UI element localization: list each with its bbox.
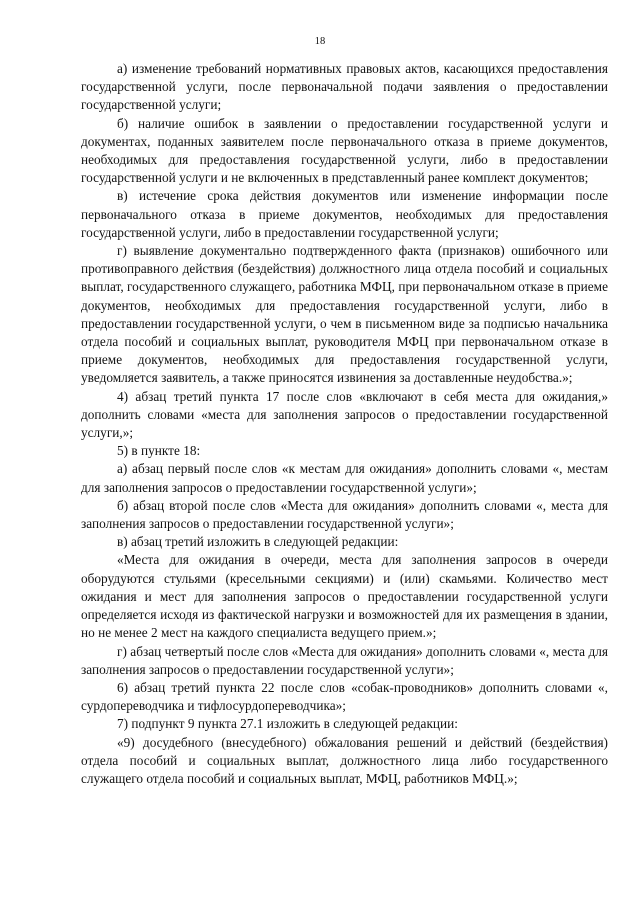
paragraph-item-5a: а) абзац первый после слов «к местам для ожидания» дополнить словами «, местам для заполнения запросов о предоставлении государственной услуги»;: [81, 461, 608, 495]
paragraph-item-v: в) истечение срока действия документов или изменение информации после первоначального отказа в приеме документов, необходимых для предоставления государственной услуги, либо в предоставлении государственной услуги;: [81, 188, 608, 240]
paragraph-item-5g: г) абзац четвертый после слов «Места для ожидания» дополнить словами «, места для заполнения запросов о предоставлении государственной услуги»;: [81, 643, 608, 677]
paragraph-item-6: 6) абзац третий пункта 22 после слов «собак-проводников» дополнить словами «, сурдопереводчика и тифлосурдопереводчика»;: [81, 679, 608, 714]
paragraph-item-5b: б) абзац второй после слов «Места для ожидания» дополнить словами «, места для заполнения запросов о предоставлении государственной услуги»;: [81, 497, 608, 532]
page-number: 18: [314, 36, 326, 47]
paragraph-item-7: 7) подпункт 9 пункта 27.1 изложить в следующей редакции:: [117, 716, 458, 732]
paragraph-item-g: г) выявление документально подтвержденного факта (признаков) ошибочного или противоправного действия (бездействия) должностного лица отдела пособий и социальных выплат, государственного служащего, работника МФЦ, при первоначальном отказе в приеме документов, необходимых для предоставления государственной услуги, либо в предоставлении государственной услуги, о чем в письменном виде за подписью начальника отдела пособий и социальных выплат, руководителя МФЦ при первоначальном отказе в приеме документов, необходимых для предоставления государственной услуги, уведомляется заявитель, а также приносятся извинения за доставленные неудобства.»;: [81, 243, 608, 386]
paragraph-item-7-text: «9) досудебного (внесудебного) обжалования решений и действий (бездействия) отдела пособий и социальных выплат, должностного лица либо государственного служащего отдела пособий и социальных выплат, МФЦ, работников МФЦ.»;: [81, 734, 608, 786]
paragraph-item-a: а) изменение требований нормативных правовых актов, касающихся предоставления государственной услуги, после первоначальной подачи заявления о предоставлении государственной услуги;: [81, 61, 608, 113]
paragraph-item-4: 4) абзац третий пункта 17 после слов «включают в себя места для ожидания,» дополнить словами «места для заполнения запросов о предоставлении государственной услуги,»;: [81, 388, 608, 441]
paragraph-item-b: б) наличие ошибок в заявлении о предоставлении государственной услуги и документах, поданных заявителем после первоначального отказа в приеме документов, необходимых для предоставления государственной услуги, либо в предоставлении государственной услуги и не включенных в представленный ранее комплект документов;: [81, 115, 608, 186]
paragraph-item-5: 5) в пункте 18:: [117, 443, 201, 459]
paragraph-quoted-text: «Места для ожидания в очереди, места для заполнения запросов в очереди оборудуются стульями (кресельными секциями) и (или) скамьями. Количество мест ожидания и мест для заполнения запросов о предоставлении государственной услуги определяется исходя из фактической нагрузки и возможностей для их размещения в здании, но не менее 2 мест на каждого специалиста ведущего прием.»;: [81, 552, 608, 641]
document-body: [81, 60, 608, 788]
paragraph-item-5v: в) абзац третий изложить в следующей редакции:: [117, 534, 399, 550]
